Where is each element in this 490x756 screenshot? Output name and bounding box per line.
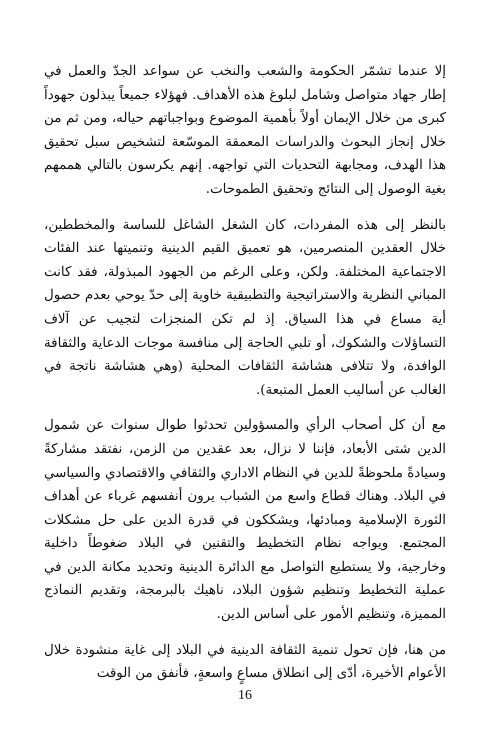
page-number: 16 xyxy=(238,688,252,703)
paragraph-3: مع أن كل أصحاب الرأي والمسؤولين تحدثوا طوال سنوات عن شمول الدين شتى الأبعاد، فإننا لا نزال، بعد عقدين من الزمن، نفتقد مشاركةً وسيادةً ملحوظةً للدين في النظام الاداري والثقافي والاقتصادي والسياسي في البلاد. وهناك قطاع واسع من الشباب يرون أنفسهم غرباء عن أهداف الثورة الإسلامية ومبادئها، ويشككون في قدرة الدين على حل مشكلات المجتمع. ويواجه نظام التخطيط والتقنين في البلاد ضغوطاً داخلية وخارجية، ولا يستطيع التواصل مع الدائرة الدينية وتحديد مكانة الدين في عملية التخطيط وتنظيم شؤون البلاد، ناهيك بالبرمجة، وتقديم النماذج المميزة، وتنظيم الأمور على أساس الدين. xyxy=(44,418,446,623)
paragraph-2: بالنظر إلى هذه المفردات، كان الشغل الشاغل للساسة والمخططين، خلال العقدين المنصرمين، هو تعميق القيم الدينية وتنميتها عند الفئات الاجتماعية المختلفة. ولكن، وعلى الرغم من الجهود المبذولة، فقد كانت المباني النظرية والاستراتيجية والتطبيقية خاوية إلى حدّ يوحي بعدم حصول أية مساع في هذا السياق. إذ لم تكن المنجزات لتجيب عن آلاف التساؤلات والشكوك، أو تلبي الحاجة إلى منافسة موجات الدعاية والثقافة الوافدة، ولا تتلافى هشاشة الثقافات المحلية (وهي هشاشة ناتجة في الغالب عن أساليب العمل المتبعة). xyxy=(44,217,446,398)
page-body xyxy=(44,60,446,698)
paragraph-1: إلا عندما تشمّر الحكومة والشعب والنخب عن سواعد الجدّ والعمل في إطار جهاد متواصل وشامل لبلوغ هذه الأهداف. فهؤلاء جميعاً يبذلون جهوداً كبرى من خلال الإيمان أولاً بأهمية الموضوع وبواجباتهم حياله، ومن ثم من خلال إنجاز البحوث والدراسات المعمقة الموسّعة لتشخيص سبل تحقيق هذا الهدف، ومجابهة التحديات التي تواجهه. إنهم يكرسون بالتالي هممهم بغية الوصول إلى النتائج وتحقيق الطموحات. xyxy=(44,64,446,197)
paragraph-4: من هنا، فإن تحول تنمية الثقافة الدينية في البلاد إلى غاية منشودة خلال الأعوام الأخيرة، أدّى إلى انطلاق مساعٍ واسعةٍ، فأنفق من الوقت xyxy=(44,642,446,682)
